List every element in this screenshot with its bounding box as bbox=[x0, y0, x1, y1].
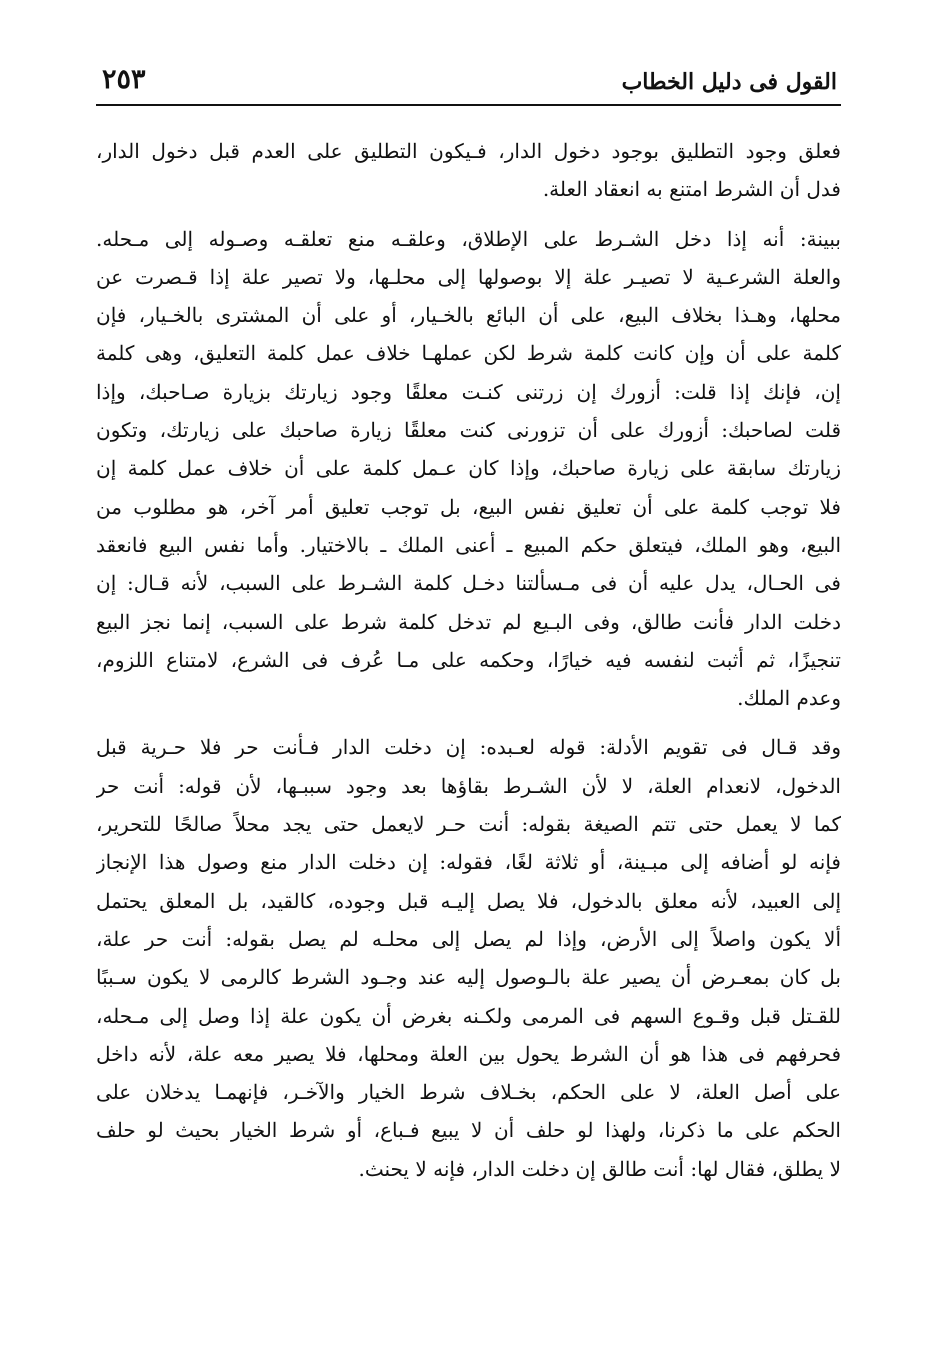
paragraph bbox=[96, 132, 841, 209]
text-line: والعلة الشرعـية لا تصيـر علة إلا بوصولها إلى محلـها، ولا تصير علة إذا قـصرت عن bbox=[96, 264, 841, 289]
text-line: تنجيزًا، ثم أثبت لنفسه فيه خيارًا، وحكمه على مـا عُرف فى الشرع، لامتناع اللزوم، bbox=[96, 647, 841, 672]
text-line: قلت لصاحبك: أزورك على أن تزورنى كنت معلقًا زيارة صاحبك على زيارتك، وتكون bbox=[96, 418, 841, 443]
text-line: ببينة: أنه إذا دخل الشـرط على الإطلاق، وعلقـه منع تعلقـه وصـوله إلى مـحله. bbox=[96, 226, 841, 251]
text-line: فإنه لو أضافه إلى مبـينة، أو ثلاثة لغًا، فقوله: إن دخلت الدار منع وصول هذا الإنجاز bbox=[96, 850, 841, 875]
text-line: ألا يكون واصلاً إلى الأرض، وإذا لم يصل إلى محلـه لم يصل بقوله: أنت حر علة، bbox=[96, 926, 841, 951]
text-line: فى الحـال، يدل عليه أن فى مـسألتنا دخـل كلمة الشـرط على السبب، لأنه قـال: إن bbox=[96, 571, 841, 596]
text-line: البيع، وهو الملك، فيتعلق حكم المبيع ـ أعنى الملك ـ بالاختيار. وأما نفس البيع فانعقد bbox=[96, 532, 841, 557]
paragraph bbox=[96, 220, 841, 718]
text-line: الدخول، لانعدام العلة، لا لأن الشـرط بقاؤها بعد وجود سببـها، لأن قوله: أنت حر bbox=[96, 773, 841, 798]
text-line: وقد قـال فى تقويم الأدلة: قوله لعـبده: إن دخلت الدار فـأنت حر فلا حـرية قبل bbox=[96, 735, 841, 760]
text-line: إن، فإنك إذا قلت: أزورك إن زرتنى كنـت معلقًا وجود زيارتك بزيارة صـاحبك، وإذا bbox=[96, 379, 841, 404]
text-line: لا يطلق، فقال لها: أنت طالق إن دخلت الدار، فإنه لا يحنث. bbox=[358, 1156, 841, 1181]
text-line: فدل أن الشرط امتنع به انعقاد العلة. bbox=[542, 177, 841, 202]
book-page bbox=[96, 58, 841, 1328]
text-line: إلى العبيد، لأنه معلق بالدخول، فلا يصل إليـه قبل وجوده، كالقيد، بل المعلق يحتمل bbox=[96, 888, 841, 913]
text-line: فلا توجب كلمة على أن تعليق نفس البيع، بل توجب تعليق أمر آخر، هو مطلوب من bbox=[96, 494, 841, 519]
text-line: زيارتك سابقة على زيارة صاحبك، وإذا كان عـمل كلمة على أن خلاف عمل كلمة إن bbox=[96, 456, 841, 481]
text-line: دخلت الدار فأنت طالق، وفى البـيع لم تدخل كلمة شرط على السبب، إنما نجز البيع bbox=[96, 609, 841, 634]
page-number: ٢٥٣ bbox=[102, 64, 146, 95]
paragraph bbox=[96, 728, 841, 1188]
text-line: كما لا يعمل حتى تتم الصيغة بقوله: أنت حـر لايعمل حتى يجد محلاً صالحًا للتحرير، bbox=[96, 812, 841, 837]
text-line: بل كان بمعـرض أن يصير علة بالـوصول إليه عند وجـود الشرط كالرمى لا يكون سـببًا bbox=[96, 965, 841, 990]
text-line: محلها، وهـذا بخلاف البيع، على أن البائع بالخـيار، أو على أن المشترى بالخـيار، فإن bbox=[96, 303, 841, 328]
text-line: للقـتل قبل وقـوع السهم فى المرمى ولكـنه بغرض أن يكون علة إذا وصل إلى مـحله، bbox=[96, 1003, 841, 1028]
body-text bbox=[96, 132, 841, 1188]
text-line: فحرفهم فى هذا هو أن الشرط يحول بين العلة ومحلها، فلا يصير معه علة، لأنه داخل bbox=[96, 1041, 841, 1066]
chapter-title: القول فى دليل الخطاب bbox=[621, 69, 837, 95]
text-line: الحكم على ما ذكرنا، ولهذا لو حلف أن لا يبيع فـباع، أو شرط الخيار بحيث لو حلف bbox=[96, 1118, 841, 1143]
text-line: كلمة على أن وإن كانت كلمة شرط لكن عملهـا خلاف عمل كلمة التعليق، وهى كلمة bbox=[96, 341, 841, 366]
text-line: وعدم الملك. bbox=[737, 686, 841, 711]
text-line: فعلق وجود التطليق بوجود دخول الدار، فـيكون التطليق على العدم قبل دخول الدار، bbox=[96, 139, 841, 163]
text-line: على أصل العلة، لا على الحكم، بخـلاف شرط الخيار والآخـر، فإنهمـا يدخلان على bbox=[96, 1080, 841, 1105]
running-header bbox=[96, 58, 841, 106]
